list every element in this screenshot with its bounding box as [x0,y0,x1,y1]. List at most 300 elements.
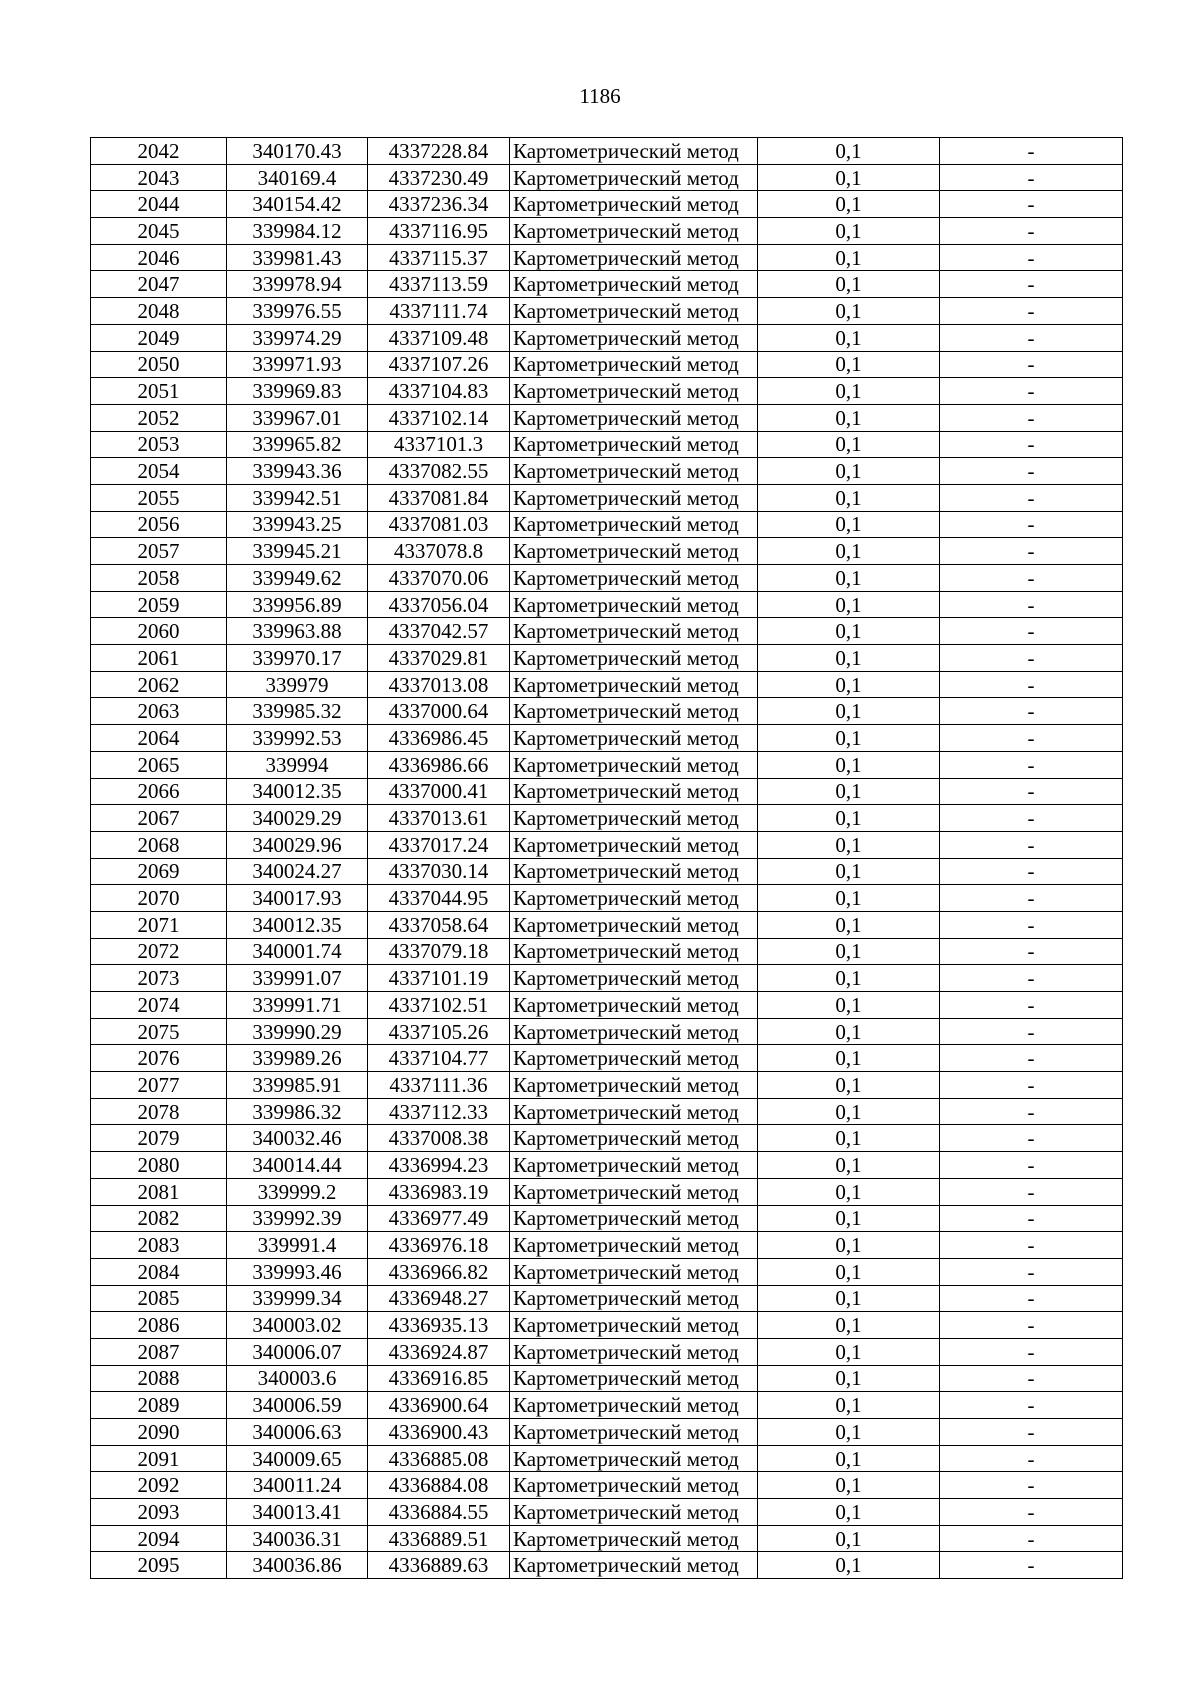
method-cell: Картометрический метод [510,1472,758,1499]
method-cell: Картометрический метод [510,645,758,672]
method-cell: Картометрический метод [510,1152,758,1179]
point-number-cell: 2084 [91,1258,227,1285]
y-coordinate-cell: 4337042.57 [368,618,510,645]
y-coordinate-cell: 4336977.49 [368,1205,510,1232]
x-coordinate-cell: 339974.29 [227,324,368,351]
table-row [91,911,1123,938]
accuracy-cell: 0,1 [758,725,940,752]
y-coordinate-cell: 4337013.08 [368,671,510,698]
method-cell: Картометрический метод [510,778,758,805]
coordinates-table [90,137,1123,1579]
point-number-cell: 2089 [91,1392,227,1419]
accuracy-cell: 0,1 [758,191,940,218]
accuracy-cell: 0,1 [758,1045,940,1072]
note-cell: - [940,1098,1123,1125]
accuracy-cell: 0,1 [758,404,940,431]
table-row [91,938,1123,965]
note-cell: - [940,1312,1123,1339]
x-coordinate-cell: 340011.24 [227,1472,368,1499]
note-cell: - [940,618,1123,645]
accuracy-cell: 0,1 [758,1178,940,1205]
method-cell: Картометрический метод [510,538,758,565]
note-cell: - [940,1152,1123,1179]
accuracy-cell: 0,1 [758,1472,940,1499]
method-cell: Картометрический метод [510,1552,758,1579]
point-number-cell: 2092 [91,1472,227,1499]
accuracy-cell: 0,1 [758,885,940,912]
x-coordinate-cell: 339981.43 [227,244,368,271]
method-cell: Картометрический метод [510,1338,758,1365]
note-cell: - [940,1018,1123,1045]
method-cell: Картометрический метод [510,1125,758,1152]
accuracy-cell: 0,1 [758,1445,940,1472]
method-cell: Картометрический метод [510,1178,758,1205]
method-cell: Картометрический метод [510,618,758,645]
accuracy-cell: 0,1 [758,1152,940,1179]
y-coordinate-cell: 4337105.26 [368,1018,510,1045]
y-coordinate-cell: 4336948.27 [368,1285,510,1312]
accuracy-cell: 0,1 [758,1392,940,1419]
table-row [91,431,1123,458]
table-row [91,324,1123,351]
note-cell: - [940,992,1123,1019]
note-cell: - [940,1392,1123,1419]
accuracy-cell: 0,1 [758,218,940,245]
accuracy-cell: 0,1 [758,1419,940,1446]
table-row [91,1072,1123,1099]
note-cell: - [940,218,1123,245]
point-number-cell: 2085 [91,1285,227,1312]
table-row [91,164,1123,191]
point-number-cell: 2081 [91,1178,227,1205]
point-number-cell: 2076 [91,1045,227,1072]
note-cell: - [940,591,1123,618]
accuracy-cell: 0,1 [758,138,940,165]
x-coordinate-cell: 339992.39 [227,1205,368,1232]
table-row [91,138,1123,165]
point-number-cell: 2044 [91,191,227,218]
note-cell: - [940,271,1123,298]
method-cell: Картометрический метод [510,244,758,271]
y-coordinate-cell: 4337078.8 [368,538,510,565]
y-coordinate-cell: 4337070.06 [368,565,510,592]
table-row [91,645,1123,672]
accuracy-cell: 0,1 [758,244,940,271]
note-cell: - [940,911,1123,938]
table-row [91,885,1123,912]
x-coordinate-cell: 339943.25 [227,511,368,538]
table-row [91,591,1123,618]
accuracy-cell: 0,1 [758,1232,940,1259]
method-cell: Картометрический метод [510,1392,758,1419]
accuracy-cell: 0,1 [758,1098,940,1125]
x-coordinate-cell: 340036.31 [227,1525,368,1552]
point-number-cell: 2067 [91,805,227,832]
accuracy-cell: 0,1 [758,938,940,965]
note-cell: - [940,1232,1123,1259]
accuracy-cell: 0,1 [758,1258,940,1285]
method-cell: Картометрический метод [510,751,758,778]
point-number-cell: 2051 [91,378,227,405]
y-coordinate-cell: 4336983.19 [368,1178,510,1205]
y-coordinate-cell: 4336900.64 [368,1392,510,1419]
x-coordinate-cell: 339992.53 [227,725,368,752]
y-coordinate-cell: 4337008.38 [368,1125,510,1152]
y-coordinate-cell: 4337101.19 [368,965,510,992]
method-cell: Картометрический метод [510,484,758,511]
note-cell: - [940,751,1123,778]
accuracy-cell: 0,1 [758,1018,940,1045]
x-coordinate-cell: 339994 [227,751,368,778]
y-coordinate-cell: 4337017.24 [368,831,510,858]
note-cell: - [940,351,1123,378]
table-row [91,378,1123,405]
accuracy-cell: 0,1 [758,431,940,458]
method-cell: Картометрический метод [510,992,758,1019]
note-cell: - [940,404,1123,431]
y-coordinate-cell: 4337111.74 [368,298,510,325]
method-cell: Картометрический метод [510,351,758,378]
point-number-cell: 2047 [91,271,227,298]
note-cell: - [940,965,1123,992]
accuracy-cell: 0,1 [758,565,940,592]
accuracy-cell: 0,1 [758,1205,940,1232]
y-coordinate-cell: 4336884.08 [368,1472,510,1499]
point-number-cell: 2079 [91,1125,227,1152]
note-cell: - [940,484,1123,511]
table-row [91,1258,1123,1285]
note-cell: - [940,645,1123,672]
y-coordinate-cell: 4337058.64 [368,911,510,938]
point-number-cell: 2088 [91,1365,227,1392]
table-row [91,725,1123,752]
method-cell: Картометрический метод [510,191,758,218]
y-coordinate-cell: 4337112.33 [368,1098,510,1125]
note-cell: - [940,565,1123,592]
point-number-cell: 2083 [91,1232,227,1259]
method-cell: Картометрический метод [510,591,758,618]
note-cell: - [940,378,1123,405]
table-row [91,458,1123,485]
table-row [91,1552,1123,1579]
x-coordinate-cell: 339986.32 [227,1098,368,1125]
note-cell: - [940,1552,1123,1579]
table-row [91,1419,1123,1446]
table-row [91,1178,1123,1205]
note-cell: - [940,1285,1123,1312]
method-cell: Картометрический метод [510,271,758,298]
method-cell: Картометрический метод [510,885,758,912]
y-coordinate-cell: 4336889.63 [368,1552,510,1579]
accuracy-cell: 0,1 [758,458,940,485]
table-row [91,511,1123,538]
point-number-cell: 2074 [91,992,227,1019]
x-coordinate-cell: 339963.88 [227,618,368,645]
x-coordinate-cell: 339979 [227,671,368,698]
note-cell: - [940,1338,1123,1365]
x-coordinate-cell: 340012.35 [227,778,368,805]
table-row [91,1365,1123,1392]
x-coordinate-cell: 339969.83 [227,378,368,405]
table-row [91,1125,1123,1152]
x-coordinate-cell: 340154.42 [227,191,368,218]
point-number-cell: 2065 [91,751,227,778]
method-cell: Картометрический метод [510,565,758,592]
y-coordinate-cell: 4337116.95 [368,218,510,245]
y-coordinate-cell: 4337236.34 [368,191,510,218]
point-number-cell: 2045 [91,218,227,245]
table-row [91,565,1123,592]
accuracy-cell: 0,1 [758,698,940,725]
x-coordinate-cell: 339993.46 [227,1258,368,1285]
x-coordinate-cell: 339976.55 [227,298,368,325]
point-number-cell: 2080 [91,1152,227,1179]
y-coordinate-cell: 4337228.84 [368,138,510,165]
accuracy-cell: 0,1 [758,511,940,538]
x-coordinate-cell: 340032.46 [227,1125,368,1152]
table-row [91,271,1123,298]
table-row [91,778,1123,805]
method-cell: Картометрический метод [510,218,758,245]
table-row [91,1045,1123,1072]
note-cell: - [940,1178,1123,1205]
note-cell: - [940,244,1123,271]
point-number-cell: 2043 [91,164,227,191]
accuracy-cell: 0,1 [758,645,940,672]
point-number-cell: 2087 [91,1338,227,1365]
x-coordinate-cell: 340036.86 [227,1552,368,1579]
y-coordinate-cell: 4337044.95 [368,885,510,912]
note-cell: - [940,1499,1123,1526]
point-number-cell: 2069 [91,858,227,885]
note-cell: - [940,885,1123,912]
y-coordinate-cell: 4337115.37 [368,244,510,271]
point-number-cell: 2090 [91,1419,227,1446]
y-coordinate-cell: 4336900.43 [368,1419,510,1446]
point-number-cell: 2053 [91,431,227,458]
table-row [91,1445,1123,1472]
table-row [91,351,1123,378]
accuracy-cell: 0,1 [758,1499,940,1526]
table-row [91,1499,1123,1526]
x-coordinate-cell: 339978.94 [227,271,368,298]
accuracy-cell: 0,1 [758,1552,940,1579]
x-coordinate-cell: 339965.82 [227,431,368,458]
method-cell: Картометрический метод [510,458,758,485]
note-cell: - [940,725,1123,752]
method-cell: Картометрический метод [510,858,758,885]
accuracy-cell: 0,1 [758,378,940,405]
accuracy-cell: 0,1 [758,298,940,325]
x-coordinate-cell: 339991.71 [227,992,368,1019]
accuracy-cell: 0,1 [758,805,940,832]
table-row [91,538,1123,565]
y-coordinate-cell: 4337082.55 [368,458,510,485]
y-coordinate-cell: 4337029.81 [368,645,510,672]
x-coordinate-cell: 340029.96 [227,831,368,858]
x-coordinate-cell: 340014.44 [227,1152,368,1179]
point-number-cell: 2061 [91,645,227,672]
x-coordinate-cell: 340170.43 [227,138,368,165]
table-row [91,965,1123,992]
y-coordinate-cell: 4336924.87 [368,1338,510,1365]
x-coordinate-cell: 340013.41 [227,1499,368,1526]
method-cell: Картометрический метод [510,138,758,165]
y-coordinate-cell: 4337081.84 [368,484,510,511]
accuracy-cell: 0,1 [758,1125,940,1152]
table-row [91,671,1123,698]
point-number-cell: 2094 [91,1525,227,1552]
y-coordinate-cell: 4336889.51 [368,1525,510,1552]
x-coordinate-cell: 340003.02 [227,1312,368,1339]
method-cell: Картометрический метод [510,511,758,538]
x-coordinate-cell: 340024.27 [227,858,368,885]
y-coordinate-cell: 4337104.77 [368,1045,510,1072]
point-number-cell: 2072 [91,938,227,965]
x-coordinate-cell: 339984.12 [227,218,368,245]
accuracy-cell: 0,1 [758,164,940,191]
y-coordinate-cell: 4337113.59 [368,271,510,298]
table-row [91,1392,1123,1419]
accuracy-cell: 0,1 [758,1525,940,1552]
note-cell: - [940,778,1123,805]
point-number-cell: 2063 [91,698,227,725]
method-cell: Картометрический метод [510,805,758,832]
point-number-cell: 2086 [91,1312,227,1339]
page-number: 1186 [579,84,621,108]
method-cell: Картометрический метод [510,1445,758,1472]
y-coordinate-cell: 4336884.55 [368,1499,510,1526]
y-coordinate-cell: 4336935.13 [368,1312,510,1339]
y-coordinate-cell: 4337102.51 [368,992,510,1019]
table-row [91,1338,1123,1365]
accuracy-cell: 0,1 [758,911,940,938]
x-coordinate-cell: 339985.91 [227,1072,368,1099]
method-cell: Картометрический метод [510,911,758,938]
x-coordinate-cell: 340006.07 [227,1338,368,1365]
point-number-cell: 2070 [91,885,227,912]
accuracy-cell: 0,1 [758,992,940,1019]
method-cell: Картометрический метод [510,965,758,992]
x-coordinate-cell: 340006.63 [227,1419,368,1446]
point-number-cell: 2068 [91,831,227,858]
method-cell: Картометрический метод [510,831,758,858]
accuracy-cell: 0,1 [758,351,940,378]
point-number-cell: 2060 [91,618,227,645]
method-cell: Картометрический метод [510,1045,758,1072]
note-cell: - [940,698,1123,725]
note-cell: - [940,671,1123,698]
note-cell: - [940,164,1123,191]
accuracy-cell: 0,1 [758,751,940,778]
y-coordinate-cell: 4337107.26 [368,351,510,378]
accuracy-cell: 0,1 [758,1285,940,1312]
x-coordinate-cell: 339991.4 [227,1232,368,1259]
point-number-cell: 2064 [91,725,227,752]
accuracy-cell: 0,1 [758,831,940,858]
y-coordinate-cell: 4337056.04 [368,591,510,618]
point-number-cell: 2058 [91,565,227,592]
y-coordinate-cell: 4336916.85 [368,1365,510,1392]
point-number-cell: 2075 [91,1018,227,1045]
note-cell: - [940,1045,1123,1072]
point-number-cell: 2046 [91,244,227,271]
method-cell: Картометрический метод [510,1098,758,1125]
y-coordinate-cell: 4337079.18 [368,938,510,965]
method-cell: Картометрический метод [510,1525,758,1552]
table-row [91,1232,1123,1259]
note-cell: - [940,431,1123,458]
accuracy-cell: 0,1 [758,271,940,298]
point-number-cell: 2091 [91,1445,227,1472]
x-coordinate-cell: 339985.32 [227,698,368,725]
point-number-cell: 2066 [91,778,227,805]
point-number-cell: 2042 [91,138,227,165]
y-coordinate-cell: 4336986.66 [368,751,510,778]
y-coordinate-cell: 4337102.14 [368,404,510,431]
x-coordinate-cell: 339967.01 [227,404,368,431]
table-row [91,1312,1123,1339]
table-row [91,244,1123,271]
y-coordinate-cell: 4336885.08 [368,1445,510,1472]
y-coordinate-cell: 4337111.36 [368,1072,510,1099]
x-coordinate-cell: 339945.21 [227,538,368,565]
accuracy-cell: 0,1 [758,778,940,805]
note-cell: - [940,191,1123,218]
note-cell: - [940,1205,1123,1232]
x-coordinate-cell: 339991.07 [227,965,368,992]
x-coordinate-cell: 340169.4 [227,164,368,191]
x-coordinate-cell: 339949.62 [227,565,368,592]
point-number-cell: 2057 [91,538,227,565]
point-number-cell: 2056 [91,511,227,538]
x-coordinate-cell: 339970.17 [227,645,368,672]
method-cell: Картометрический метод [510,1232,758,1259]
table-row [91,191,1123,218]
point-number-cell: 2077 [91,1072,227,1099]
x-coordinate-cell: 339999.2 [227,1178,368,1205]
note-cell: - [940,805,1123,832]
note-cell: - [940,831,1123,858]
point-number-cell: 2054 [91,458,227,485]
note-cell: - [940,458,1123,485]
table-row [91,484,1123,511]
accuracy-cell: 0,1 [758,538,940,565]
note-cell: - [940,1472,1123,1499]
method-cell: Картометрический метод [510,698,758,725]
accuracy-cell: 0,1 [758,965,940,992]
note-cell: - [940,1365,1123,1392]
y-coordinate-cell: 4337104.83 [368,378,510,405]
method-cell: Картометрический метод [510,1258,758,1285]
note-cell: - [940,1445,1123,1472]
point-number-cell: 2071 [91,911,227,938]
table-row [91,218,1123,245]
y-coordinate-cell: 4336986.45 [368,725,510,752]
y-coordinate-cell: 4336966.82 [368,1258,510,1285]
method-cell: Картометрический метод [510,1205,758,1232]
x-coordinate-cell: 340009.65 [227,1445,368,1472]
x-coordinate-cell: 340017.93 [227,885,368,912]
method-cell: Картометрический метод [510,404,758,431]
method-cell: Картометрический метод [510,164,758,191]
table-row [91,992,1123,1019]
y-coordinate-cell: 4336976.18 [368,1232,510,1259]
accuracy-cell: 0,1 [758,671,940,698]
note-cell: - [940,858,1123,885]
table-row [91,1525,1123,1552]
method-cell: Картометрический метод [510,1285,758,1312]
